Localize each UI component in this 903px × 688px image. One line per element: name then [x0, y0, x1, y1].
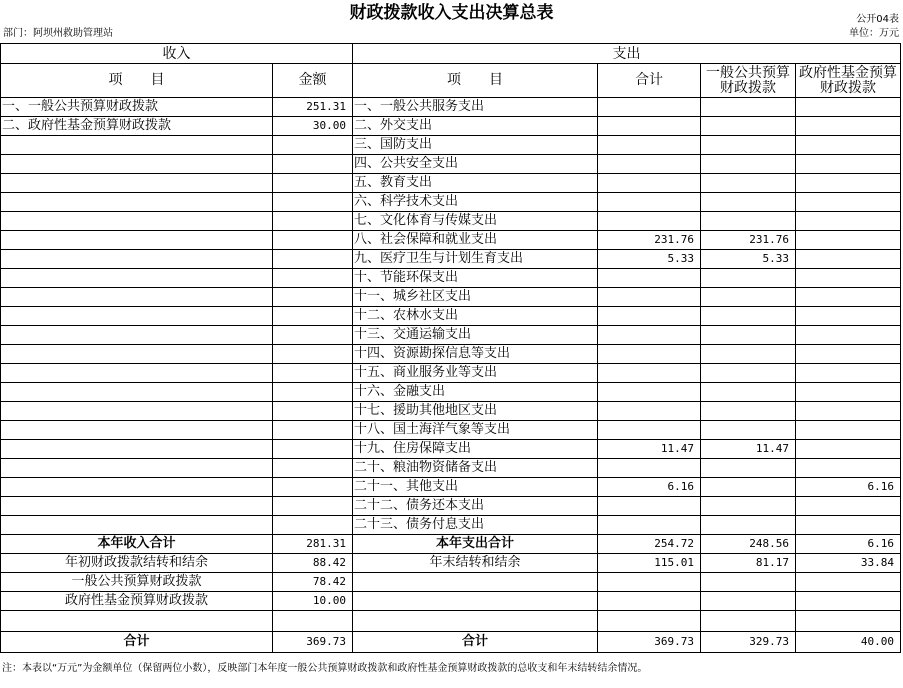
year-total-row — [1, 535, 901, 554]
table-row — [1, 516, 901, 535]
begin-general-row — [1, 573, 901, 592]
income-item-cell — [1, 269, 273, 288]
grand-expense-total: 369.73 — [598, 632, 701, 653]
income-amount-cell — [273, 250, 353, 269]
expense-fund-cell — [796, 326, 901, 345]
empty-cell — [598, 573, 701, 592]
expense-total-cell — [598, 155, 701, 174]
income-item-cell — [1, 516, 273, 535]
expense-fund-cell — [796, 174, 901, 193]
income-amount-cell — [273, 421, 353, 440]
begin-general-label: 一般公共预算财政拨款 — [1, 573, 273, 592]
year-expense-general: 248.56 — [701, 535, 796, 554]
expense-total-cell — [598, 459, 701, 478]
income-item-cell — [1, 136, 273, 155]
expense-item-cell: 十三、交通运输支出 — [353, 326, 598, 345]
income-item-cell — [1, 288, 273, 307]
income-amount-cell — [273, 212, 353, 231]
header-row-columns — [1, 64, 901, 98]
expense-item-cell: 十六、金融支出 — [353, 383, 598, 402]
empty-cell — [598, 592, 701, 611]
income-amount-cell — [273, 364, 353, 383]
expense-general-cell — [701, 497, 796, 516]
income-item-cell — [1, 326, 273, 345]
header-row-groups — [1, 44, 901, 64]
expense-general-cell — [701, 307, 796, 326]
end-balance-total: 115.01 — [598, 554, 701, 573]
income-amount-cell: 251.31 — [273, 98, 353, 117]
expense-general-cell — [701, 174, 796, 193]
year-expense-label: 本年支出合计 — [353, 535, 598, 554]
income-item-cell — [1, 212, 273, 231]
empty-cell — [353, 573, 598, 592]
income-amount-cell — [273, 345, 353, 364]
income-amount-cell — [273, 478, 353, 497]
expense-total-cell: 6.16 — [598, 478, 701, 497]
income-item-cell — [1, 155, 273, 174]
expense-fund-cell — [796, 269, 901, 288]
table-row — [1, 326, 901, 345]
expense-total-cell — [598, 516, 701, 535]
budget-table — [0, 43, 901, 653]
expense-item-header: 项 目 — [353, 64, 598, 98]
table-row — [1, 459, 901, 478]
expense-total-cell — [598, 136, 701, 155]
expense-fund-cell — [796, 383, 901, 402]
table-row — [1, 136, 901, 155]
income-item-cell — [1, 364, 273, 383]
year-expense-total: 254.72 — [598, 535, 701, 554]
begin-fund-amount: 10.00 — [273, 592, 353, 611]
income-item-cell — [1, 307, 273, 326]
income-item-cell — [1, 345, 273, 364]
expense-general-cell — [701, 402, 796, 421]
expense-general-cell — [701, 269, 796, 288]
expense-general-cell — [701, 193, 796, 212]
expense-item-cell: 十九、住房保障支出 — [353, 440, 598, 459]
expense-total-cell — [598, 193, 701, 212]
expense-general-cell — [701, 345, 796, 364]
income-amount-cell — [273, 269, 353, 288]
expense-fund-cell — [796, 288, 901, 307]
expense-total-cell — [598, 364, 701, 383]
income-amount-cell — [273, 326, 353, 345]
empty-cell — [796, 611, 901, 632]
table-row — [1, 193, 901, 212]
expense-fund-cell — [796, 364, 901, 383]
expense-fund-cell — [796, 231, 901, 250]
blank-row — [1, 611, 901, 632]
expense-total-cell — [598, 269, 701, 288]
expense-item-cell: 十四、资源勘探信息等支出 — [353, 345, 598, 364]
expense-general-cell — [701, 383, 796, 402]
table-row — [1, 440, 901, 459]
income-amount-cell — [273, 174, 353, 193]
expense-fund-cell — [796, 117, 901, 136]
empty-cell — [353, 592, 598, 611]
expense-total-cell — [598, 174, 701, 193]
expense-total-cell: 231.76 — [598, 231, 701, 250]
expense-total-cell — [598, 421, 701, 440]
income-item-cell — [1, 402, 273, 421]
table-row — [1, 269, 901, 288]
expense-item-cell: 六、科学技术支出 — [353, 193, 598, 212]
expense-fund-cell — [796, 307, 901, 326]
income-item-cell — [1, 250, 273, 269]
expense-item-cell: 五、教育支出 — [353, 174, 598, 193]
table-row — [1, 478, 901, 497]
expense-item-cell: 十一、城乡社区支出 — [353, 288, 598, 307]
income-amount-cell — [273, 402, 353, 421]
expense-general-cell — [701, 98, 796, 117]
footnote: 注：本表以“万元”为金额单位（保留两位小数），反映部门本年度一般公共预算财政拨款和政府性基金预算财政拨款的总收支和年末结转结余情况。 — [2, 663, 648, 674]
expense-general-cell — [701, 478, 796, 497]
expense-item-cell: 十五、商业服务业等支出 — [353, 364, 598, 383]
income-item-cell: 一、一般公共预算财政拨款 — [1, 98, 273, 117]
income-amount-cell — [273, 288, 353, 307]
income-amount-cell — [273, 307, 353, 326]
income-item-cell: 二、政府性基金预算财政拨款 — [1, 117, 273, 136]
expense-fund-cell — [796, 497, 901, 516]
income-amount-cell — [273, 497, 353, 516]
table-row — [1, 421, 901, 440]
expense-fund-cell — [796, 155, 901, 174]
income-item-cell — [1, 497, 273, 516]
expense-item-cell: 七、文化体育与传媒支出 — [353, 212, 598, 231]
expense-fund-cell — [796, 345, 901, 364]
end-balance-fund: 33.84 — [796, 554, 901, 573]
expense-general-cell — [701, 364, 796, 383]
expense-fund-cell — [796, 402, 901, 421]
grand-expense-general: 329.73 — [701, 632, 796, 653]
income-item-cell — [1, 174, 273, 193]
income-item-cell — [1, 478, 273, 497]
expense-total-header: 合计 — [598, 64, 701, 98]
begin-general-amount: 78.42 — [273, 573, 353, 592]
income-amount-cell — [273, 231, 353, 250]
income-amount-cell — [273, 459, 353, 478]
income-item-cell — [1, 459, 273, 478]
expense-item-cell: 二十三、债务付息支出 — [353, 516, 598, 535]
income-amount-cell — [273, 193, 353, 212]
table-row — [1, 497, 901, 516]
table-row — [1, 155, 901, 174]
expense-total-cell — [598, 288, 701, 307]
expense-item-cell: 十、节能环保支出 — [353, 269, 598, 288]
grand-expense-fund: 40.00 — [796, 632, 901, 653]
income-amount-cell — [273, 440, 353, 459]
expense-item-cell: 十七、援助其他地区支出 — [353, 402, 598, 421]
expense-total-cell — [598, 402, 701, 421]
year-expense-fund: 6.16 — [796, 535, 901, 554]
table-row — [1, 383, 901, 402]
expense-item-cell: 三、国防支出 — [353, 136, 598, 155]
table-row — [1, 174, 901, 193]
income-item-cell — [1, 440, 273, 459]
expense-item-cell: 八、社会保障和就业支出 — [353, 231, 598, 250]
expense-general-cell — [701, 136, 796, 155]
table-row — [1, 288, 901, 307]
expense-general-cell — [701, 212, 796, 231]
table-row — [1, 98, 901, 117]
expense-total-cell — [598, 383, 701, 402]
empty-cell — [701, 592, 796, 611]
expense-general-cell: 5.33 — [701, 250, 796, 269]
expense-total-cell — [598, 326, 701, 345]
expense-general-cell — [701, 288, 796, 307]
grand-total-row — [1, 632, 901, 653]
end-balance-label: 年末结转和结余 — [353, 554, 598, 573]
expense-total-cell — [598, 212, 701, 231]
table-row — [1, 212, 901, 231]
expense-general-cell — [701, 421, 796, 440]
expense-general-cell — [701, 155, 796, 174]
expense-item-cell: 四、公共安全支出 — [353, 155, 598, 174]
expense-group-header: 支出 — [353, 44, 901, 64]
expense-total-cell: 11.47 — [598, 440, 701, 459]
empty-cell — [796, 573, 901, 592]
grand-income-label: 合计 — [1, 632, 273, 653]
income-amount-cell: 30.00 — [273, 117, 353, 136]
income-item-cell — [1, 421, 273, 440]
expense-fund-cell — [796, 193, 901, 212]
expense-fund-cell: 6.16 — [796, 478, 901, 497]
carryover-row — [1, 554, 901, 573]
expense-fund-cell — [796, 440, 901, 459]
income-amount-cell — [273, 516, 353, 535]
expense-fund-cell — [796, 421, 901, 440]
expense-item-cell: 十二、农林水支出 — [353, 307, 598, 326]
table-row — [1, 402, 901, 421]
expense-item-cell: 一、一般公共服务支出 — [353, 98, 598, 117]
grand-expense-label: 合计 — [353, 632, 598, 653]
begin-balance-amount: 88.42 — [273, 554, 353, 573]
expense-item-cell: 二十一、其他支出 — [353, 478, 598, 497]
expense-fund-header: 政府性基金预算财政拨款 — [796, 64, 901, 98]
expense-item-cell: 二、外交支出 — [353, 117, 598, 136]
expense-fund-cell — [796, 250, 901, 269]
expense-item-cell: 十八、国土海洋气象等支出 — [353, 421, 598, 440]
income-item-cell — [1, 231, 273, 250]
expense-fund-cell — [796, 212, 901, 231]
income-amount-cell — [273, 155, 353, 174]
income-item-header: 项 目 — [1, 64, 273, 98]
end-balance-general: 81.17 — [701, 554, 796, 573]
expense-general-cell — [701, 117, 796, 136]
table-row — [1, 250, 901, 269]
expense-total-cell — [598, 345, 701, 364]
expense-general-cell — [701, 326, 796, 345]
expense-total-cell — [598, 98, 701, 117]
expense-total-cell — [598, 497, 701, 516]
expense-fund-cell — [796, 136, 901, 155]
income-amount-cell — [273, 383, 353, 402]
table-row — [1, 117, 901, 136]
grand-income-amount: 369.73 — [273, 632, 353, 653]
empty-cell — [796, 592, 901, 611]
page-title: 财政拨款收入支出决算总表 — [349, 3, 554, 23]
form-number: 公开04表 — [856, 14, 899, 25]
income-group-header: 收入 — [1, 44, 353, 64]
expense-item-cell: 九、医疗卫生与计划生育支出 — [353, 250, 598, 269]
expense-general-cell: 231.76 — [701, 231, 796, 250]
income-amount-cell — [273, 136, 353, 155]
expense-general-cell — [701, 459, 796, 478]
department-label: 部门：阿坝州救助管理站 — [3, 28, 113, 39]
expense-item-cell: 二十二、债务还本支出 — [353, 497, 598, 516]
empty-cell — [598, 611, 701, 632]
expense-fund-cell — [796, 459, 901, 478]
empty-cell — [1, 611, 273, 632]
expense-general-cell: 11.47 — [701, 440, 796, 459]
expense-total-cell: 5.33 — [598, 250, 701, 269]
expense-item-cell: 二十、粮油物资储备支出 — [353, 459, 598, 478]
begin-balance-label: 年初财政拨款结转和结余 — [1, 554, 273, 573]
begin-fund-label: 政府性基金预算财政拨款 — [1, 592, 273, 611]
table-row — [1, 345, 901, 364]
expense-fund-cell — [796, 98, 901, 117]
table-row — [1, 307, 901, 326]
unit-label: 单位：万元 — [849, 28, 899, 39]
table-row — [1, 231, 901, 250]
table-row — [1, 364, 901, 383]
income-amount-header: 金额 — [273, 64, 353, 98]
year-income-amount: 281.31 — [273, 535, 353, 554]
income-item-cell — [1, 383, 273, 402]
empty-cell — [701, 611, 796, 632]
expense-total-cell — [598, 117, 701, 136]
empty-cell — [701, 573, 796, 592]
year-income-label: 本年收入合计 — [1, 535, 273, 554]
begin-fund-row — [1, 592, 901, 611]
expense-general-cell — [701, 516, 796, 535]
expense-general-header: 一般公共预算财政拨款 — [701, 64, 796, 98]
income-item-cell — [1, 193, 273, 212]
expense-total-cell — [598, 307, 701, 326]
empty-cell — [273, 611, 353, 632]
empty-cell — [353, 611, 598, 632]
expense-fund-cell — [796, 516, 901, 535]
